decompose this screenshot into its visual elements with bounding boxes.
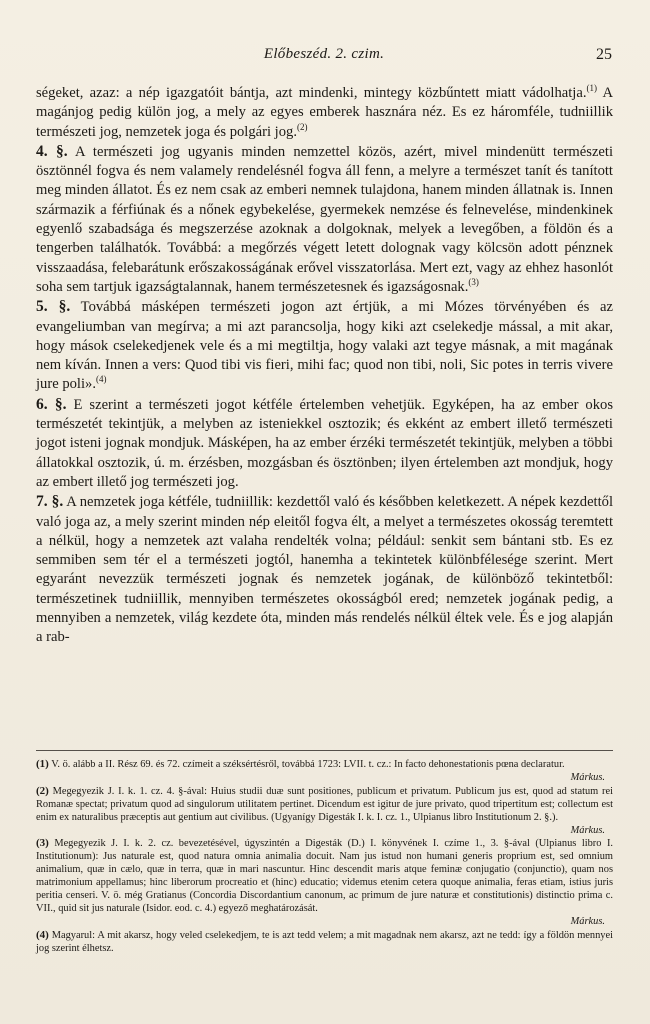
footnote-signature: Márkus. xyxy=(570,771,605,783)
section-7 xyxy=(36,492,613,647)
main-text xyxy=(36,84,613,648)
section-number: 5. §. xyxy=(36,298,71,316)
footnote-mark: (4) xyxy=(36,928,49,941)
footnote-text: Magyarul: A mit akarsz, hogy veled cselekedjem, te is azt tedd velem; a mit magadnak nem akarsz, azt ne tedd: így a földön mennyei jog szerint élhetsz. xyxy=(36,929,613,954)
footnote-mark: (3) xyxy=(36,837,49,850)
footnote-text: Megegyezik J. I. k. 1. cz. 4. §-ával: Huius studii duæ sunt positiones, publicum et privatum. Publicum jus est, quod ad statum rei Romanæ spectat; privatum quod ad singulorum utilitatem pertinet. Dicendum est igitur de jure privato, quod tripertitum est; collectum est enim ex naturalibus præceptis aut gentium aut civilibus. (Ugyanígy Digesták I. k. I. cz. 1., Ulpianus libro Institutionum 2. §.). xyxy=(36,785,613,823)
footnotes xyxy=(36,758,613,956)
footnote-text: Megegyezik J. I. k. 2. cz. bevezetésével, úgyszintén a Digesták (D.) I. könyvének I. czíme 1., 3. §-ával (Ulpianus libro I. Institutionum): Jus naturale est, quod natura omnia animalia docuit. Nam jus istud non humani generis proprium est, sed omnium animalium, quæ in cælo, quæ in terra, quæ in mari nascuntur. Hinc descendit maris atque feminæ conjugatio (conjunctio), quam nos matrimonium appellamus; hinc liberorum procreatio et (hinc) educatio; videmus etenim cetera quoque animalia, feras etiam, istius juris peritia censeri. V. ö. még Gratianus (Concordia Discordantium canonum, ac primum de jure naturæ et constitutionis) distinctio prima c. VII., quid sit jus naturale (Isidor. eod. c. 4.) egyező meghatározását. xyxy=(36,838,613,914)
footnote-signature: Márkus. xyxy=(570,824,605,836)
section-text: A nemzetek joga kétféle, tudniillik: kezdettől való és későbben keletkezett. A népek kezdettől való joga az, a mely szerint minden nép eleitől fogva élt, a melyet a természetes okosság teremtett a nélkül, hogy a nemzetek azt valaha rendelték volna; például: senkit sem bántani stb. Es ez semmiben sem tér el a természeti jogtól, hanemha a tekintetek különbfélesége szerint. Mert egyaránt nevezzük természeti jognak és nemzetek jogának, de különböző tekintetből: természetinek tudniillik, mennyiben természetes okosságból ered; nemzetek jogának pedig, a mennyiben a nemzetek, világ kezdete óta, minden más rendelés nélkül éltek vele. És e jog alapján a rab- xyxy=(36,494,614,646)
section-6 xyxy=(36,395,613,492)
page-number: 25 xyxy=(596,46,612,63)
footnote-ref-4: (4) xyxy=(96,374,107,385)
footnote-1 xyxy=(36,758,613,785)
footnote-divider xyxy=(36,750,613,751)
section-text: A természeti jog ugyanis minden nemzettel közös, azért, mivel mindenütt természeti ösztönnél fogva és nem valamely rendelésnél fogva áll fenn, a melyre a természet tanít és tanított meg minden állatot. És ez nem csak az emberi nemnek tulajdona, hanem minden állatnak is. Innen származik a férfiúnak és a nőnek egybekelése, gyermekek nemzése és felnevelése, mindenkinek egyenlő szabadsága és megszerzése azoknak a dolgoknak, melyek a levegőben, a földön és a tengerben találhatók. Továbbá: a megőrzés végett letett dolognak vagy kölcsön adott pénznek visszaadása, felebarátunk erőszakosságának erővel visszatorlása. Mert ezt, vagy az ehhez hasonlót soha sem tartjuk igazságtalannak, hanem természetesnek és igazságosnak. xyxy=(36,143,614,295)
running-title: Előbeszéd. 2. czim. xyxy=(263,46,385,62)
section-number: 7. §. xyxy=(36,493,64,511)
footnote-3 xyxy=(36,837,613,928)
footnote-ref-1: (1) xyxy=(586,83,597,93)
section-5 xyxy=(36,297,613,394)
paragraph-text: ségeket, azaz: a nép igazgatóit bántja, azt mindenki, mintegy közbűntett miatt vádolhatja. xyxy=(36,85,587,101)
section-number: 6. §. xyxy=(36,395,67,413)
footnote-ref-3: (3) xyxy=(468,276,479,287)
footnote-ref-2: (2) xyxy=(296,121,308,132)
section-text: E szerint a természeti jogot kétféle értelemben vehetjük. Egyképen, ha az ember okos természetét tekintjük, a melyben az isteniekkel osztozik; és ekként az embert illető természeti jogot isteni jognak mondjuk. Másképen, ha az ember érzéki természetét tekintjük, melyben a többi állatokkal osztozik, ú. m. érzésben, mozgásban és ösztönben; ilyen értelemben azt mondjuk, hogy az embert illető jog természeti jog. xyxy=(36,396,613,490)
page-header xyxy=(36,46,612,68)
section-number: 4. §. xyxy=(36,142,68,160)
footnote-mark: (2) xyxy=(36,784,49,797)
section-4 xyxy=(36,142,613,297)
footnote-mark: (1) xyxy=(36,758,49,770)
footnote-2 xyxy=(36,785,613,838)
paragraph-continuation xyxy=(36,84,613,142)
footnote-text: V. ö. alább a II. Rész 69. és 72. czímeit a széksértésről, továbbá 1723: LVII. t. cz.: In facto dehonestationis pœna declaratur. xyxy=(48,759,565,770)
footnote-signature: Márkus. xyxy=(570,915,605,927)
paragraph-text: A magánjog pedig külön jog, a mely az egyes emberek hasznára néz. Es ez háromféle, tudniillik természeti jog, nemzetek joga és polgári jog. xyxy=(36,85,613,140)
footnote-4 xyxy=(36,929,613,956)
section-text: Továbbá másképen természeti jogon azt értjük, a mi Mózes törvényében és az evangeliumban van megírva; a mi azt parancsolja, hogy kiki azt cselekedje mással, a mit akar, hogy mások cselekedjenek vele és a mi megtiltja, hogy valaki azt tegye másnak, a mit magának nem kíván. Innen a vers: Quod tibi vis fieri, mihi fac; quod non tibi, noli, Sic potes in terris vivere jure poli». xyxy=(36,299,614,393)
